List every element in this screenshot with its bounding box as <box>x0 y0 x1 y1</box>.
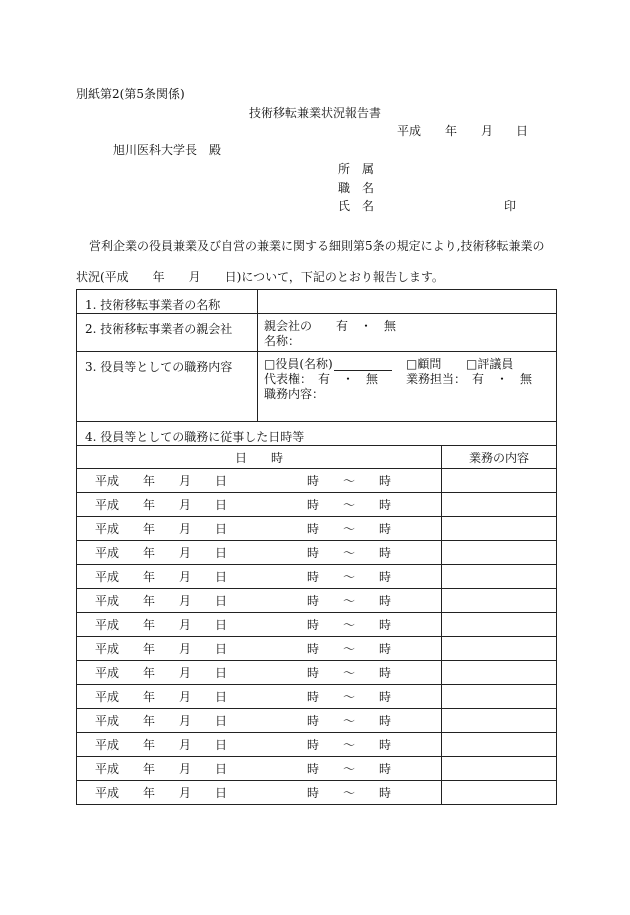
date-row <box>77 685 557 709</box>
date-time-cell[interactable] <box>77 661 442 685</box>
row-tilde: ～ <box>343 666 356 680</box>
date-month: 月 <box>481 124 494 138</box>
work-content-cell[interactable] <box>442 661 557 685</box>
row-tilde: ～ <box>343 618 356 632</box>
date-row <box>77 757 557 781</box>
row-month: 月 <box>179 786 192 800</box>
row-day: 日 <box>215 570 228 584</box>
work-content-cell[interactable] <box>442 733 557 757</box>
row-hour-to: 時 <box>379 786 392 800</box>
row-era: 平成 <box>95 738 120 752</box>
date-time-cell[interactable] <box>77 565 442 589</box>
date-time-cell[interactable] <box>77 757 442 781</box>
work-content-cell[interactable] <box>442 493 557 517</box>
date-row <box>77 469 557 493</box>
row-month: 月 <box>179 618 192 632</box>
datetime-column-header <box>77 446 442 469</box>
row-year: 年 <box>143 762 156 776</box>
company-name-label: 1. 技術移転事業者の名称 <box>77 290 258 314</box>
row-hour-from: 時 <box>307 570 320 584</box>
date-row <box>77 493 557 517</box>
row-day: 日 <box>215 522 228 536</box>
row-year: 年 <box>143 570 156 584</box>
row-month: 月 <box>179 642 192 656</box>
work-content-header-text: 業務の内容 <box>468 450 529 465</box>
row-hour-from: 時 <box>307 618 320 632</box>
seal-mark: 印 <box>504 199 517 213</box>
row-month: 月 <box>179 738 192 752</box>
row-hour-from: 時 <box>307 498 320 512</box>
row-hour-to: 時 <box>379 738 392 752</box>
work-content-cell[interactable] <box>442 589 557 613</box>
row-day: 日 <box>215 618 228 632</box>
duty-assignment: 業務担当： 有 ・ 無 <box>406 372 533 386</box>
row-hour-from: 時 <box>307 762 320 776</box>
row-year: 年 <box>143 594 156 608</box>
date-time-cell[interactable] <box>77 493 442 517</box>
work-content-cell[interactable] <box>442 709 557 733</box>
row-year: 年 <box>143 498 156 512</box>
row-day: 日 <box>215 546 228 560</box>
date-day: 日 <box>516 124 529 138</box>
date-year: 年 <box>445 124 458 138</box>
row-year: 年 <box>143 666 156 680</box>
datetime-header-text: 日 時 <box>234 450 283 465</box>
row-tilde: ～ <box>343 546 356 560</box>
parent-company-label: 2. 技術移転事業者の親会社 <box>77 314 258 352</box>
parent-company-presence: 親会社の 有 ・ 無 <box>264 319 397 333</box>
row-hour-to: 時 <box>379 666 392 680</box>
date-row <box>77 637 557 661</box>
row-day: 日 <box>215 594 228 608</box>
attachment-label: 別紙第2(第5条関係) <box>76 87 185 101</box>
row-hour-from: 時 <box>307 714 320 728</box>
date-row <box>77 565 557 589</box>
work-content-column-header <box>442 446 557 469</box>
row-hour-to: 時 <box>379 522 392 536</box>
row-tilde: ～ <box>343 498 356 512</box>
row-month: 月 <box>179 546 192 560</box>
row-year: 年 <box>143 714 156 728</box>
row-day: 日 <box>215 714 228 728</box>
row-year: 年 <box>143 618 156 632</box>
row-era: 平成 <box>95 714 120 728</box>
row-era: 平成 <box>95 594 120 608</box>
row-hour-from: 時 <box>307 642 320 656</box>
row-tilde: ～ <box>343 762 356 776</box>
row-era: 平成 <box>95 690 120 704</box>
date-time-cell[interactable] <box>77 613 442 637</box>
report-table <box>76 289 557 805</box>
row-month: 月 <box>179 498 192 512</box>
row-month: 月 <box>179 594 192 608</box>
body-text-line-1: 営利企業の役員兼業及び自営の兼業に関する細則第5条の規定により,技術移転兼業の <box>89 239 545 253</box>
row-hour-to: 時 <box>379 714 392 728</box>
row-hour-from: 時 <box>307 522 320 536</box>
position-label: 職 名 <box>338 181 375 195</box>
row-hour-to: 時 <box>379 642 392 656</box>
row-era: 平成 <box>95 474 120 488</box>
date-time-cell[interactable] <box>77 541 442 565</box>
row-duties <box>77 352 557 422</box>
affiliation-label: 所 属 <box>338 162 375 176</box>
date-row <box>77 709 557 733</box>
councilor-checkbox-label[interactable]: □評議員 <box>466 357 514 371</box>
representative-right: 代表権： 有 ・ 無 <box>264 372 379 386</box>
row-day: 日 <box>215 786 228 800</box>
row-era: 平成 <box>95 498 120 512</box>
date-table-header <box>77 446 557 469</box>
row-month: 月 <box>179 690 192 704</box>
row-era: 平成 <box>95 666 120 680</box>
document-title: 技術移転兼業状況報告書 <box>249 106 382 120</box>
row-parent-company <box>77 314 557 352</box>
row-hour-from: 時 <box>307 474 320 488</box>
name-label: 氏 名 <box>338 199 375 213</box>
row-tilde: ～ <box>343 690 356 704</box>
date-row <box>77 517 557 541</box>
row-hour-to: 時 <box>379 594 392 608</box>
row-company-name <box>77 290 557 314</box>
row-tilde: ～ <box>343 714 356 728</box>
row-month: 月 <box>179 666 192 680</box>
date-time-cell[interactable] <box>77 733 442 757</box>
row-era: 平成 <box>95 762 120 776</box>
row-hour-from: 時 <box>307 666 320 680</box>
work-content-cell[interactable] <box>442 781 557 805</box>
work-content-cell[interactable] <box>442 637 557 661</box>
duties-label: 3. 役員等としての職務内容 <box>77 352 258 422</box>
date-time-cell[interactable] <box>77 709 442 733</box>
date-time-cell[interactable] <box>77 781 442 805</box>
row-hour-to: 時 <box>379 618 392 632</box>
date-time-cell[interactable] <box>77 517 442 541</box>
work-dates-label: 4. 役員等としての職務に従事した日時等 <box>77 422 557 446</box>
date-row <box>77 661 557 685</box>
row-hour-to: 時 <box>379 690 392 704</box>
row-day: 日 <box>215 474 228 488</box>
duty-content-label: 職務内容： <box>264 387 325 401</box>
row-era: 平成 <box>95 618 120 632</box>
row-month: 月 <box>179 714 192 728</box>
row-tilde: ～ <box>343 594 356 608</box>
date-era: 平成 <box>397 124 422 138</box>
duties-field[interactable] <box>258 352 557 422</box>
work-content-cell[interactable] <box>442 469 557 493</box>
work-content-cell[interactable] <box>442 685 557 709</box>
body-text-line-2: 状況(平成 年 月 日)について，下記のとおり報告します。 <box>76 270 444 284</box>
row-day: 日 <box>215 642 228 656</box>
row-tilde: ～ <box>343 474 356 488</box>
row-work-dates-heading <box>77 422 557 446</box>
row-hour-to: 時 <box>379 474 392 488</box>
parent-company-field[interactable] <box>258 314 557 352</box>
row-hour-from: 時 <box>307 786 320 800</box>
date-time-cell[interactable] <box>77 589 442 613</box>
date-row <box>77 781 557 805</box>
row-year: 年 <box>143 786 156 800</box>
row-year: 年 <box>143 522 156 536</box>
row-tilde: ～ <box>343 786 356 800</box>
row-day: 日 <box>215 762 228 776</box>
row-era: 平成 <box>95 570 120 584</box>
row-hour-from: 時 <box>307 594 320 608</box>
date-row <box>77 733 557 757</box>
date-row <box>77 541 557 565</box>
row-month: 月 <box>179 522 192 536</box>
row-month: 月 <box>179 570 192 584</box>
work-content-cell[interactable] <box>442 565 557 589</box>
row-era: 平成 <box>95 786 120 800</box>
work-content-cell[interactable] <box>442 613 557 637</box>
row-month: 月 <box>179 762 192 776</box>
company-name-field[interactable] <box>258 290 557 314</box>
work-content-cell[interactable] <box>442 757 557 781</box>
row-hour-to: 時 <box>379 498 392 512</box>
row-hour-from: 時 <box>307 738 320 752</box>
date-row <box>77 589 557 613</box>
row-year: 年 <box>143 642 156 656</box>
date-time-cell[interactable] <box>77 685 442 709</box>
work-content-cell[interactable] <box>442 541 557 565</box>
parent-company-name-label: 名称： <box>264 334 301 348</box>
addressee: 旭川医科大学長 殿 <box>113 143 222 157</box>
work-content-cell[interactable] <box>442 517 557 541</box>
row-era: 平成 <box>95 642 120 656</box>
date-time-cell[interactable] <box>77 469 442 493</box>
row-hour-from: 時 <box>307 690 320 704</box>
row-year: 年 <box>143 474 156 488</box>
date-time-cell[interactable] <box>77 637 442 661</box>
row-tilde: ～ <box>343 570 356 584</box>
row-year: 年 <box>143 738 156 752</box>
row-day: 日 <box>215 498 228 512</box>
row-era: 平成 <box>95 522 120 536</box>
row-hour-to: 時 <box>379 546 392 560</box>
row-day: 日 <box>215 690 228 704</box>
date-rows <box>77 469 557 805</box>
row-tilde: ～ <box>343 642 356 656</box>
row-era: 平成 <box>95 546 120 560</box>
row-tilde: ～ <box>343 522 356 536</box>
row-day: 日 <box>215 738 228 752</box>
row-month: 月 <box>179 474 192 488</box>
row-hour-to: 時 <box>379 570 392 584</box>
row-tilde: ～ <box>343 738 356 752</box>
row-year: 年 <box>143 690 156 704</box>
officer-checkbox-label[interactable]: □役員(名称) <box>264 357 333 371</box>
row-hour-to: 時 <box>379 762 392 776</box>
officer-title-underline <box>334 370 392 371</box>
date-row <box>77 613 557 637</box>
row-year: 年 <box>143 546 156 560</box>
row-hour-from: 時 <box>307 546 320 560</box>
advisor-checkbox-label[interactable]: □顧問 <box>406 357 442 371</box>
row-day: 日 <box>215 666 228 680</box>
